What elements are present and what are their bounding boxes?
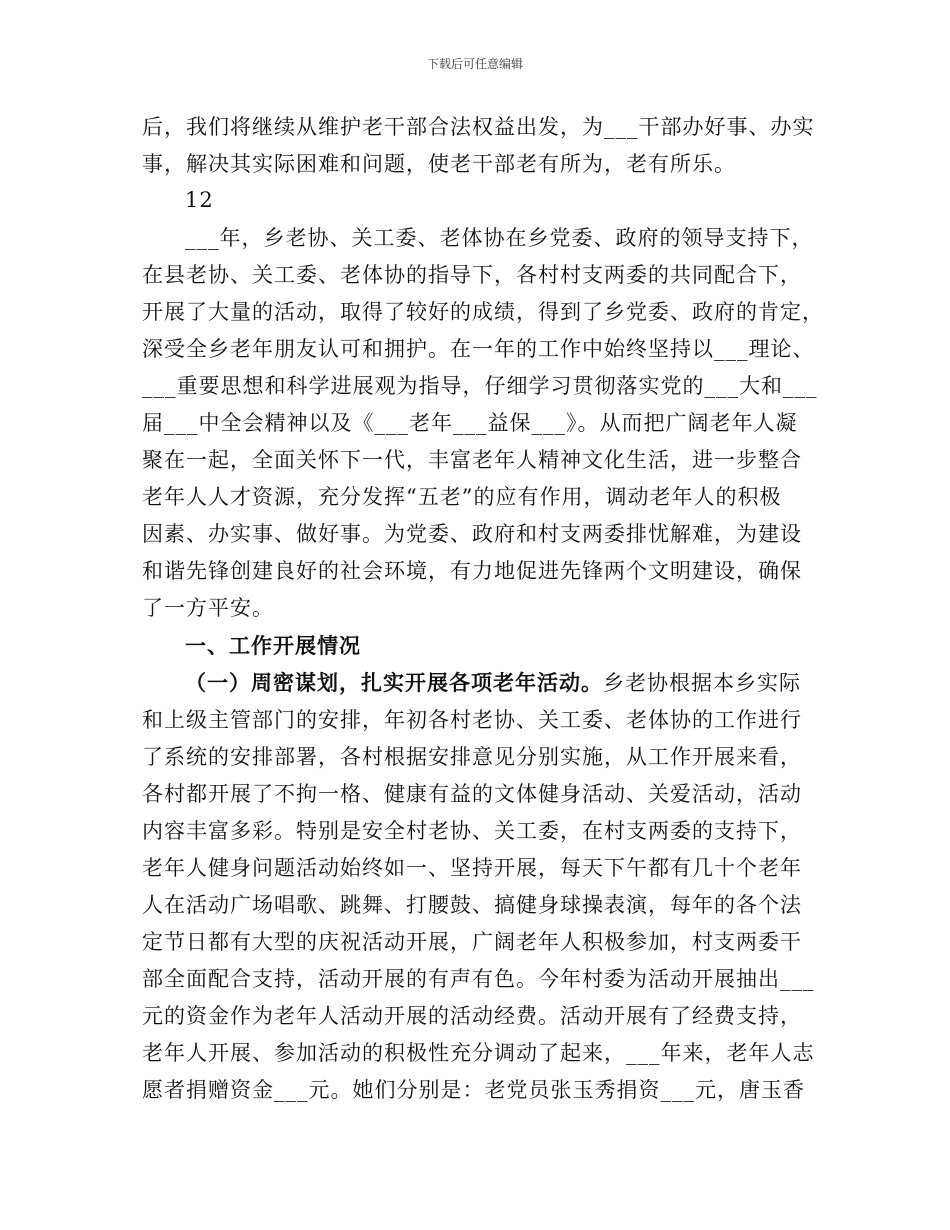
- text-line: 和上级主管部门的安排，年初各村老协、关工委、老体协的工作进行: [142, 708, 802, 732]
- text-line: 定节日都有大型的庆祝活动开展，广阔老年人积极参加，村支两委干: [142, 930, 802, 954]
- text-line: 内容丰富多彩。特别是安全村老协、关工委，在村支两委的支持下，: [142, 819, 802, 843]
- section-heading: 一、工作开展情况: [185, 633, 361, 658]
- text-line: 部全面配合支持，活动开展的有声有色。今年村委为活动开展抽出___: [142, 967, 815, 991]
- text-line: 愿者捐赠资金___元。她们分别是：老党员张玉秀捐资___元，唐玉香: [142, 1078, 805, 1102]
- text-line: 深受全乡老年朋友认可和拥护。在一年的工作中始终坚持以___理论、: [142, 337, 815, 361]
- text-line: 12: [185, 188, 214, 212]
- text-line: 届___中全会精神以及《___老年___益保___》。从而把广阔老年人凝: [142, 411, 798, 435]
- text-line: 老年人开展、参加活动的积极性充分调动了起来，___年来，老年人志: [142, 1041, 815, 1065]
- text-line: [185, 665, 865, 701]
- text-line: ___年，乡老协、关工委、老体协在乡党委、政府的领导支持下，: [185, 226, 814, 250]
- subsection-heading: （一）周密谋划，扎实开展各项老年活动。: [185, 670, 603, 695]
- text-line: 后，我们将继续从维护老干部合法权益出发，为___干部办好事、办实: [142, 115, 815, 139]
- text-line: 聚在一起，全面关怀下一代，丰富老年人精神文化生活，进一步整合: [142, 448, 802, 472]
- text-line: 元的资金作为老年人活动开展的活动经费。活动开展有了经费支持，: [142, 1004, 802, 1028]
- text-line: 开展了大量的活动，取得了较好的成绩，得到了乡党委、政府的肯定，: [142, 300, 824, 324]
- text-line: 各村都开展了不拘一格、健康有益的文体健身活动、关爱活动，活动: [142, 782, 802, 806]
- text-line: 老年人健身问题活动始终如一、坚持开展，每天下午都有几十个老年: [142, 856, 802, 880]
- text-span: 乡老协根据本乡实际: [603, 671, 801, 695]
- text-line: 在县老协、关工委、老体协的指导下，各村村支两委的共同配合下，: [142, 263, 802, 287]
- text-line: 了系统的安排部署，各村根据安排意见分别实施，从工作开展来看，: [142, 745, 802, 769]
- text-line: 和谐先锋创建良好的社会环境，有力地促进先锋两个文明建设，确保: [142, 559, 802, 583]
- text-line: 因素、办实事、做好事。为党委、政府和村支两委排忧解难，为建设: [142, 522, 802, 546]
- text-line: 老年人人才资源，充分发挥“五老”的应有作用，调动老年人的积极: [142, 485, 782, 509]
- text-line: 事，解决其实际困难和问题，使老干部老有所为，老有所乐。: [142, 152, 736, 176]
- text-line: 了一方平安。: [142, 596, 274, 620]
- text-line: ___重要思想和科学进展观为指导，仔细学习贯彻落实党的___大和___: [142, 374, 818, 398]
- page-header: 下载后可任意编辑: [426, 57, 523, 71]
- text-line: 人在活动广场唱歌、跳舞、打腰鼓、搞健身球操表演，每年的各个法: [142, 893, 802, 917]
